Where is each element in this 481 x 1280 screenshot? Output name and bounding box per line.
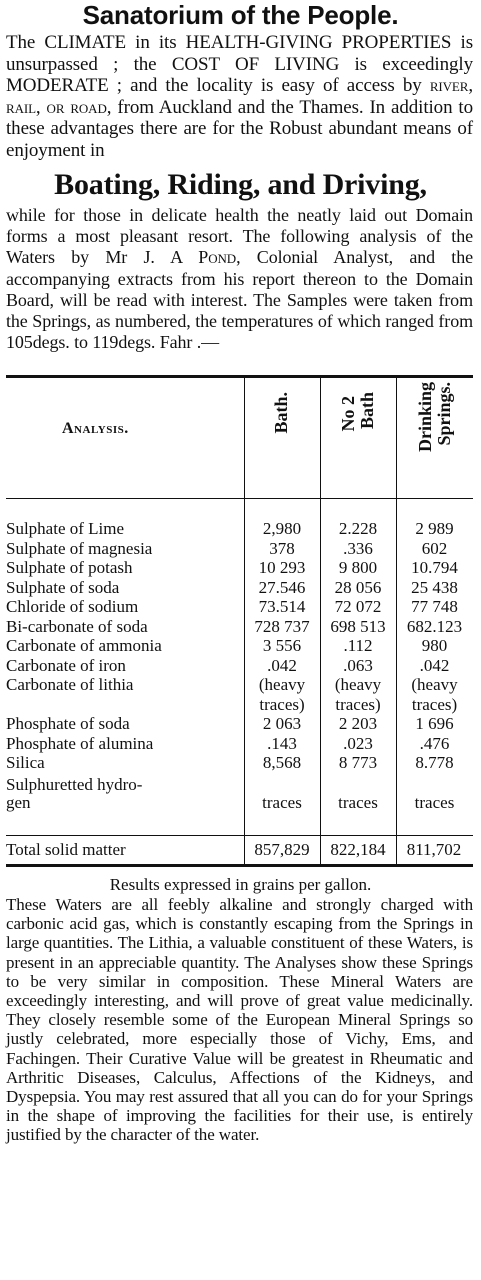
cell-drink: 10.794 <box>411 558 458 578</box>
cell-no2: 72 072 <box>334 597 382 617</box>
intro-or: or <box>46 96 65 118</box>
body-paragraph <box>6 205 473 353</box>
table-header <box>6 378 473 499</box>
cell-drink: 25 438 <box>411 577 458 597</box>
row-label <box>6 695 244 715</box>
intro-road: road, <box>70 96 112 118</box>
cell-drink <box>396 775 473 795</box>
intro-river: river, <box>429 75 473 96</box>
cell-drink: 8.778 <box>415 753 454 773</box>
cell-bath: 73.514 <box>258 597 306 617</box>
table-row <box>6 695 473 715</box>
cell-no2: .063 <box>343 655 373 675</box>
cell-no2: (heavy <box>334 675 382 695</box>
header-bath: Bath. <box>271 392 291 434</box>
intro-paragraph <box>6 32 473 161</box>
row-label: Silica <box>6 753 45 773</box>
cell-no2 <box>320 775 396 795</box>
results-note: Results expressed in grains per gallon. <box>109 874 372 894</box>
cell-bath <box>244 775 320 795</box>
cell-bath: .143 <box>267 733 297 753</box>
cell-bath: 2 063 <box>262 714 302 734</box>
cell-no2: .023 <box>343 733 373 753</box>
row-label: Chloride of sodium <box>6 597 139 617</box>
cell-no2: 9 800 <box>338 558 378 578</box>
cell-no2: .112 <box>343 636 373 656</box>
header-analysis: Analysis. <box>62 420 129 438</box>
intro-rail: rail, <box>6 96 41 118</box>
table-row <box>6 793 473 813</box>
intro-text-1: The CLIMATE in its HEALTH-GIVING PROPERTIES is unsurpassed ; the COST OF LIVING is exceedingly MODERATE ; and the locality is easy of access by <box>6 32 473 96</box>
cell-no2: traces <box>338 793 378 813</box>
cell-drink: 602 <box>421 538 448 558</box>
body-text-2: Colonial Analyst, and the accompanying extracts from his report thereon to the Domain Board, will be read with interest. The Samples were taken from the Springs, as numbered, the temperatures of which ranged from 105degs. to 119degs. Fahr .— <box>6 247 474 353</box>
cell-drink: (heavy <box>411 675 458 695</box>
table-row <box>6 539 473 559</box>
closing-paragraph: These Waters are all feebly alkaline and strongly charged with carbonic acid gas, which is constantly escaping from the Springs in large quantities. The Lithia, a valuable constituent of these Waters, is present in an appreciable quantity. The Analyses show these Springs to be very similar in composition. These Mineral Waters are exceedingly interesting, and will prove of great value medicinally. They closely resemble some of the European Mineral Springs so justly celebrated, more especially those of Vichy, Ems, and Fachingen. Their Curative Value will be greatest in Rheumatic and Arthritic Diseases, Calculus, Affections of the Kidneys, and Dyspepsia. You may rest assured that all you can do for your Springs in the shape of improving the facilities for their use, is entirely justified by the character of the water. <box>6 894 473 1145</box>
cell-drink: 2 989 <box>415 519 454 539</box>
cell-drink: 1 696 <box>415 714 454 734</box>
cell-bath: 8,568 <box>262 753 302 773</box>
cell-no2: .336 <box>343 538 373 558</box>
row-label: Bi-carbonate of soda <box>6 616 148 636</box>
cell-bath: .042 <box>267 655 297 675</box>
cell-drink: traces) <box>411 694 458 714</box>
total-drink: 811,702 <box>406 839 462 859</box>
body-text-1: while for those in delicate health the neatly laid out Domain forms a most pleasant resort. The following analysis of the Waters by Mr J. A <box>6 205 473 268</box>
cell-no2: 698 513 <box>330 616 386 636</box>
table-row <box>6 714 473 734</box>
cell-drink: .476 <box>419 733 450 753</box>
row-label: Carbonate of lithia <box>6 675 134 695</box>
cell-bath: traces <box>262 793 302 813</box>
table-row <box>6 675 473 695</box>
total-bath: 857,829 <box>254 839 310 859</box>
cell-bath: 10 293 <box>258 558 306 578</box>
row-label: gen <box>6 793 31 813</box>
table-body <box>6 499 473 813</box>
row-label: Phosphate of soda <box>6 714 130 734</box>
row-label: Phosphate of alumina <box>6 733 154 753</box>
cell-bath: 2,980 <box>262 519 302 539</box>
cell-drink: 77 748 <box>411 597 458 617</box>
table-row <box>6 558 473 578</box>
row-label: Sulphuretted hydro- <box>6 774 143 794</box>
row-label: Sulphate of soda <box>6 577 120 597</box>
intro-text-2: from Auckland and the Thames. In addition to these advantages there are for the Robust abundant means of enjoyment in <box>6 96 473 161</box>
table-row <box>6 656 473 676</box>
row-label: Carbonate of iron <box>6 655 126 675</box>
cell-no2: 2 203 <box>338 714 378 734</box>
body-pond: Pond, <box>198 247 241 268</box>
row-label: Sulphate of magnesia <box>6 538 153 558</box>
cell-no2: traces) <box>335 694 381 714</box>
page-title: Sanatorium of the People. <box>82 0 399 30</box>
table-row <box>6 597 473 617</box>
analysis-table <box>6 375 473 867</box>
cell-bath: 3 556 <box>262 636 302 656</box>
row-label: Carbonate of ammonia <box>6 636 162 656</box>
row-label: Sulphate of Lime <box>6 519 125 539</box>
headline: Boating, Riding, and Driving, <box>54 168 427 201</box>
header-no2-line1: No 2 <box>338 396 358 432</box>
table-row <box>6 636 473 656</box>
table-row <box>6 775 473 795</box>
cell-bath: 728 737 <box>254 616 310 636</box>
header-drink-line1: Drinking <box>415 382 435 453</box>
cell-no2: 2.228 <box>338 519 378 539</box>
cell-drink: 980 <box>421 636 448 656</box>
table-row <box>6 617 473 637</box>
cell-bath: (heavy <box>258 675 306 695</box>
cell-drink: 682.123 <box>406 616 463 636</box>
cell-no2: 8 773 <box>338 753 378 773</box>
table-row <box>6 519 473 539</box>
header-drink-line2: Springs. <box>434 382 454 446</box>
row-label: Sulphate of potash <box>6 558 133 578</box>
table-row <box>6 734 473 754</box>
table-row <box>6 753 473 773</box>
total-label: Total solid matter <box>6 839 126 859</box>
cell-drink: traces <box>414 793 455 813</box>
table-row <box>6 578 473 598</box>
cell-drink: .042 <box>419 655 450 675</box>
cell-bath: 27.546 <box>258 577 306 597</box>
header-no2-line2: Bath <box>357 392 377 430</box>
cell-no2: 28 056 <box>334 577 382 597</box>
cell-bath: 378 <box>269 538 295 558</box>
total-row <box>6 835 473 864</box>
cell-bath: traces) <box>259 694 305 714</box>
total-no2: 822,184 <box>330 839 386 859</box>
